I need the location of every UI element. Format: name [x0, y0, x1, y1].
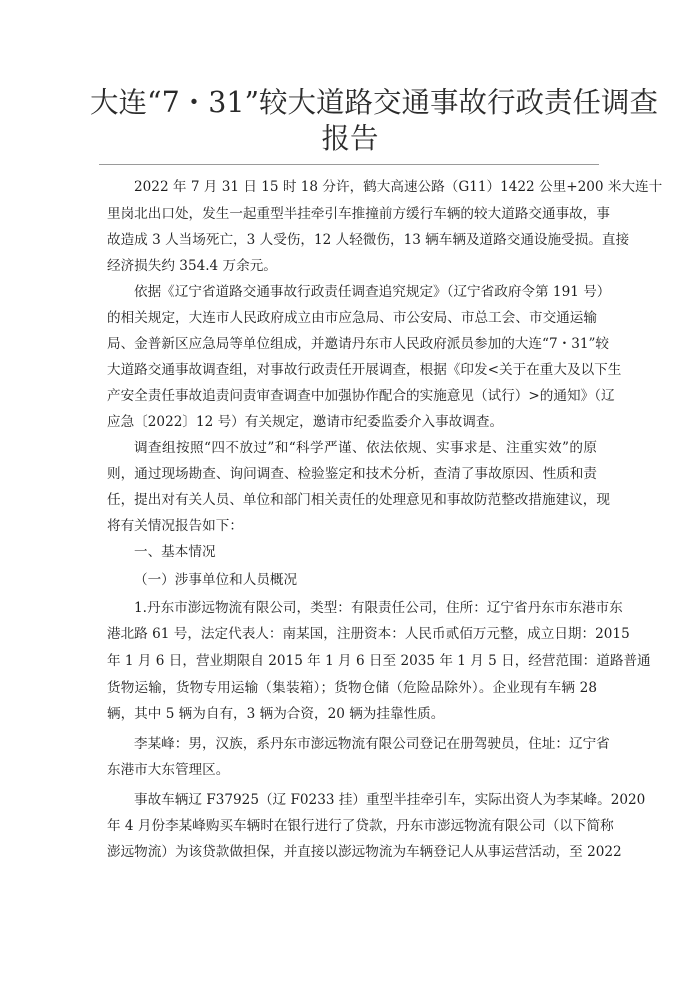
paragraph-3-line-1: 调查组按照“四不放过”和“科学严谨、依法依规、实事求是、注重实效”的原	[134, 440, 597, 456]
paragraph-3-line-2: 则，通过现场勘查、询问调查、检验鉴定和技术分析，查清了事故原因、性质和责	[107, 466, 597, 482]
paragraph-company-line-5: 辆，其中 5 辆为自有，3 辆为合资，20 辆为挂靠性质。	[107, 706, 445, 722]
paragraph-2-line-6: 应急〔2022〕12 号）有关规定，邀请市纪委监委介入事故调查。	[107, 414, 504, 430]
paragraph-driver-line-1: 李某峰：男，汉族，系丹东市澎远物流有限公司登记在册驾驶员，住址：辽宁省	[134, 736, 610, 752]
paragraph-2-line-2: 的相关规定，大连市人民政府成立由市应急局、市公安局、市总工会、市交通运输	[107, 310, 597, 326]
title-divider	[99, 164, 599, 165]
paragraph-vehicle-line-3: 澎远物流）为该贷款做担保，并直接以澎远物流为车辆登记人从事运营活动，至 2022	[107, 844, 622, 860]
paragraph-company-line-4: 货物运输，货物专用运输（集装箱）；货物仓储（危险品除外）。企业现有车辆 28	[107, 680, 597, 696]
paragraph-company-line-2: 港北路 61 号，法定代表人：南某国，注册资本：人民币贰佰万元整，成立日期：2015	[107, 626, 630, 642]
paragraph-2-line-3: 局、金普新区应急局等单位组成，并邀请丹东市人民政府派员参加的大连“7・31”较	[107, 336, 610, 352]
paragraph-2-line-1: 依据《辽宁省道路交通事故行政责任调查追究规定》（辽宁省政府令第 191 号）	[134, 284, 611, 300]
paragraph-2-line-5: 产安全责任事故追责问责审查调查中加强协作配合的实施意见（试行）>的通知》（辽	[107, 388, 615, 404]
paragraph-1-line-3: 故造成 3 人当场死亡，3 人受伤，12 人轻微伤，13 辆车辆及道路交通设施受损。直接	[107, 232, 630, 248]
paragraph-vehicle-line-2: 年 4 月份李某峰购买车辆时在银行进行了贷款，丹东市澎远物流有限公司（以下简称	[107, 818, 614, 834]
paragraph-company-line-3: 年 1 月 6 日，营业期限自 2015 年 1 月 6 日至 2035 年 1 月 5 日，经营范围：道路普通	[107, 653, 651, 669]
document-title-line-2: 报告	[321, 122, 379, 155]
subsection-heading-units-and-persons: （一）涉事单位和人员概况	[134, 572, 298, 588]
paragraph-3-line-4: 将有关情况报告如下：	[107, 518, 243, 534]
paragraph-driver-line-2: 东港市大东管理区。	[107, 762, 230, 778]
paragraph-1-line-4: 经济损失约 354.4 万余元。	[107, 258, 277, 274]
document-title-line-1: 大连“7・31”较大道路交通事故行政责任调查	[90, 86, 659, 119]
paragraph-company-line-1: 1.丹东市澎远物流有限公司，类型：有限责任公司，住所：辽宁省丹东市东港市东	[134, 600, 623, 616]
section-heading-basic-info: 一、基本情况	[134, 544, 216, 560]
paragraph-3-line-3: 任，提出对有关人员、单位和部门相关责任的处理意见和事故防范整改措施建议，现	[107, 492, 610, 508]
paragraph-2-line-4: 大道路交通事故调查组，对事故行政责任开展调查，根据《印发<关于在重大及以下生	[107, 362, 622, 378]
paragraph-1-line-2: 里岗北出口处，发生一起重型半挂牵引车推撞前方缓行车辆的较大道路交通事故，事	[107, 206, 610, 222]
paragraph-1-line-1: 2022 年 7 月 31 日 15 时 18 分许，鹤大高速公路（G11）1422 公里+200 米大连十	[134, 179, 663, 195]
paragraph-vehicle-line-1: 事故车辆辽 F37925（辽 F0233 挂）重型半挂牵引车，实际出资人为李某峰。2020	[134, 792, 646, 808]
